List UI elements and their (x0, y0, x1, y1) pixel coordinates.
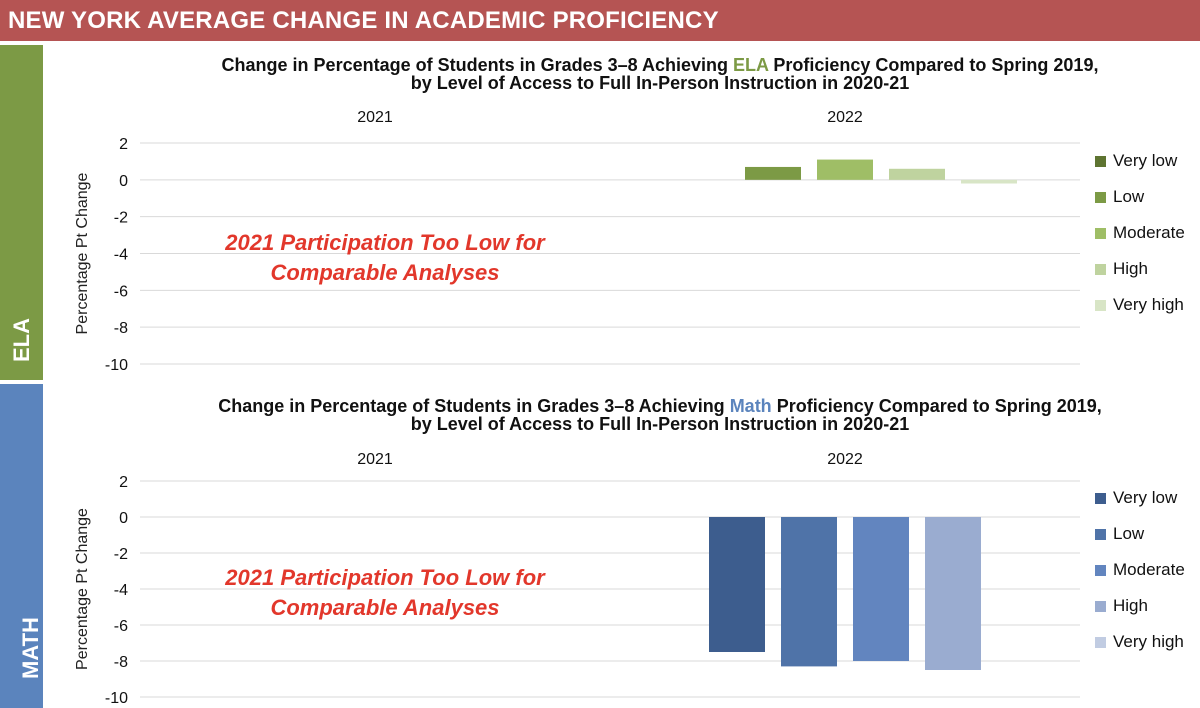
ela-legend-swatch (1095, 156, 1106, 167)
math-legend-label: Low (1113, 524, 1145, 543)
ela-legend-label: High (1113, 259, 1148, 278)
math-legend-swatch (1095, 529, 1106, 540)
ela-chart-title-line2: by Level of Access to Full In-Person Instruction in 2020-21 (410, 73, 910, 93)
ela-legend-label: Very low (1113, 151, 1178, 170)
ela-y-tick-label: 0 (119, 172, 128, 190)
ela-legend-label: Low (1113, 187, 1145, 206)
math-y-axis-title: Percentage Pt Change (74, 508, 91, 670)
math-legend-swatch (1095, 565, 1106, 576)
ela-bar (745, 167, 801, 180)
ela-category-label: 2021 (357, 109, 393, 126)
math-bar (709, 517, 765, 652)
math-y-tick-label: -10 (104, 690, 128, 707)
math-y-tick-label: 2 (119, 474, 128, 491)
ela-legend-swatch (1095, 192, 1106, 203)
ela-note-line2: Comparable Analyses (270, 260, 500, 285)
math-category-label: 2021 (357, 451, 393, 468)
math-legend-label: Very high (1113, 632, 1184, 651)
math-category-label: 2022 (827, 451, 863, 468)
ela-chart-title (120, 56, 1200, 92)
ela-y-tick-label: -8 (113, 320, 128, 338)
ela-y-tick-label: -2 (113, 209, 128, 227)
math-bar (853, 517, 909, 661)
math-legend-label: Very low (1113, 488, 1178, 507)
math-bar (925, 517, 981, 670)
ela-note-line1: 2021 Participation Too Low for (225, 230, 545, 255)
math-chart-title (120, 397, 1200, 433)
ela-y-tick-label: -6 (113, 283, 128, 301)
ela-y-tick-label: 2 (119, 136, 128, 153)
math-y-tick-label: -4 (113, 582, 128, 599)
ela-bar (961, 180, 1017, 184)
ela-legend-label: Moderate (1113, 223, 1185, 242)
page-banner: NEW YORK AVERAGE CHANGE IN ACADEMIC PROFICIENCY (0, 0, 1200, 41)
math-participation-note (175, 563, 595, 623)
ela-title-subject: ELA (733, 55, 769, 75)
math-side-label: MATH (17, 617, 43, 679)
ela-side-label: ELA (9, 318, 34, 362)
math-y-tick-label: -6 (113, 618, 128, 635)
ela-legend-label: Very high (1113, 295, 1184, 314)
math-note-line1: 2021 Participation Too Low for (225, 565, 545, 590)
math-title-subject: Math (729, 396, 772, 416)
math-y-tick-label: 0 (119, 510, 128, 527)
ela-y-axis-title: Percentage Pt Change (74, 172, 91, 335)
math-y-tick-label: -8 (113, 654, 128, 671)
math-chart-title-line2: by Level of Access to Full In-Person Instruction in 2020-21 (410, 414, 910, 434)
math-legend-swatch (1095, 493, 1106, 504)
ela-participation-note (175, 228, 595, 288)
math-y-tick-label: -2 (113, 546, 128, 563)
ela-bar (889, 169, 945, 180)
ela-chart-title-line1: Change in Percentage of Students in Grades 3–8 Achieving ELA Proficiency Compared to Spring 2019, (221, 55, 1099, 75)
ela-y-tick-label: -4 (113, 246, 128, 264)
math-legend-swatch (1095, 601, 1106, 612)
ela-legend-swatch (1095, 228, 1106, 239)
ela-legend-swatch (1095, 264, 1106, 275)
math-legend-swatch (1095, 637, 1106, 648)
math-bar (781, 517, 837, 666)
ela-y-tick-label: -10 (104, 357, 128, 374)
math-legend-label: Moderate (1113, 560, 1185, 579)
math-note-line2: Comparable Analyses (270, 595, 500, 620)
math-legend-label: High (1113, 596, 1148, 615)
ela-bar (817, 160, 873, 180)
ela-legend-swatch (1095, 300, 1106, 311)
ela-category-label: 2022 (827, 109, 863, 126)
math-chart-title-line1: Change in Percentage of Students in Grades 3–8 Achieving Math Proficiency Compared to Spring 2019, (218, 396, 1102, 416)
